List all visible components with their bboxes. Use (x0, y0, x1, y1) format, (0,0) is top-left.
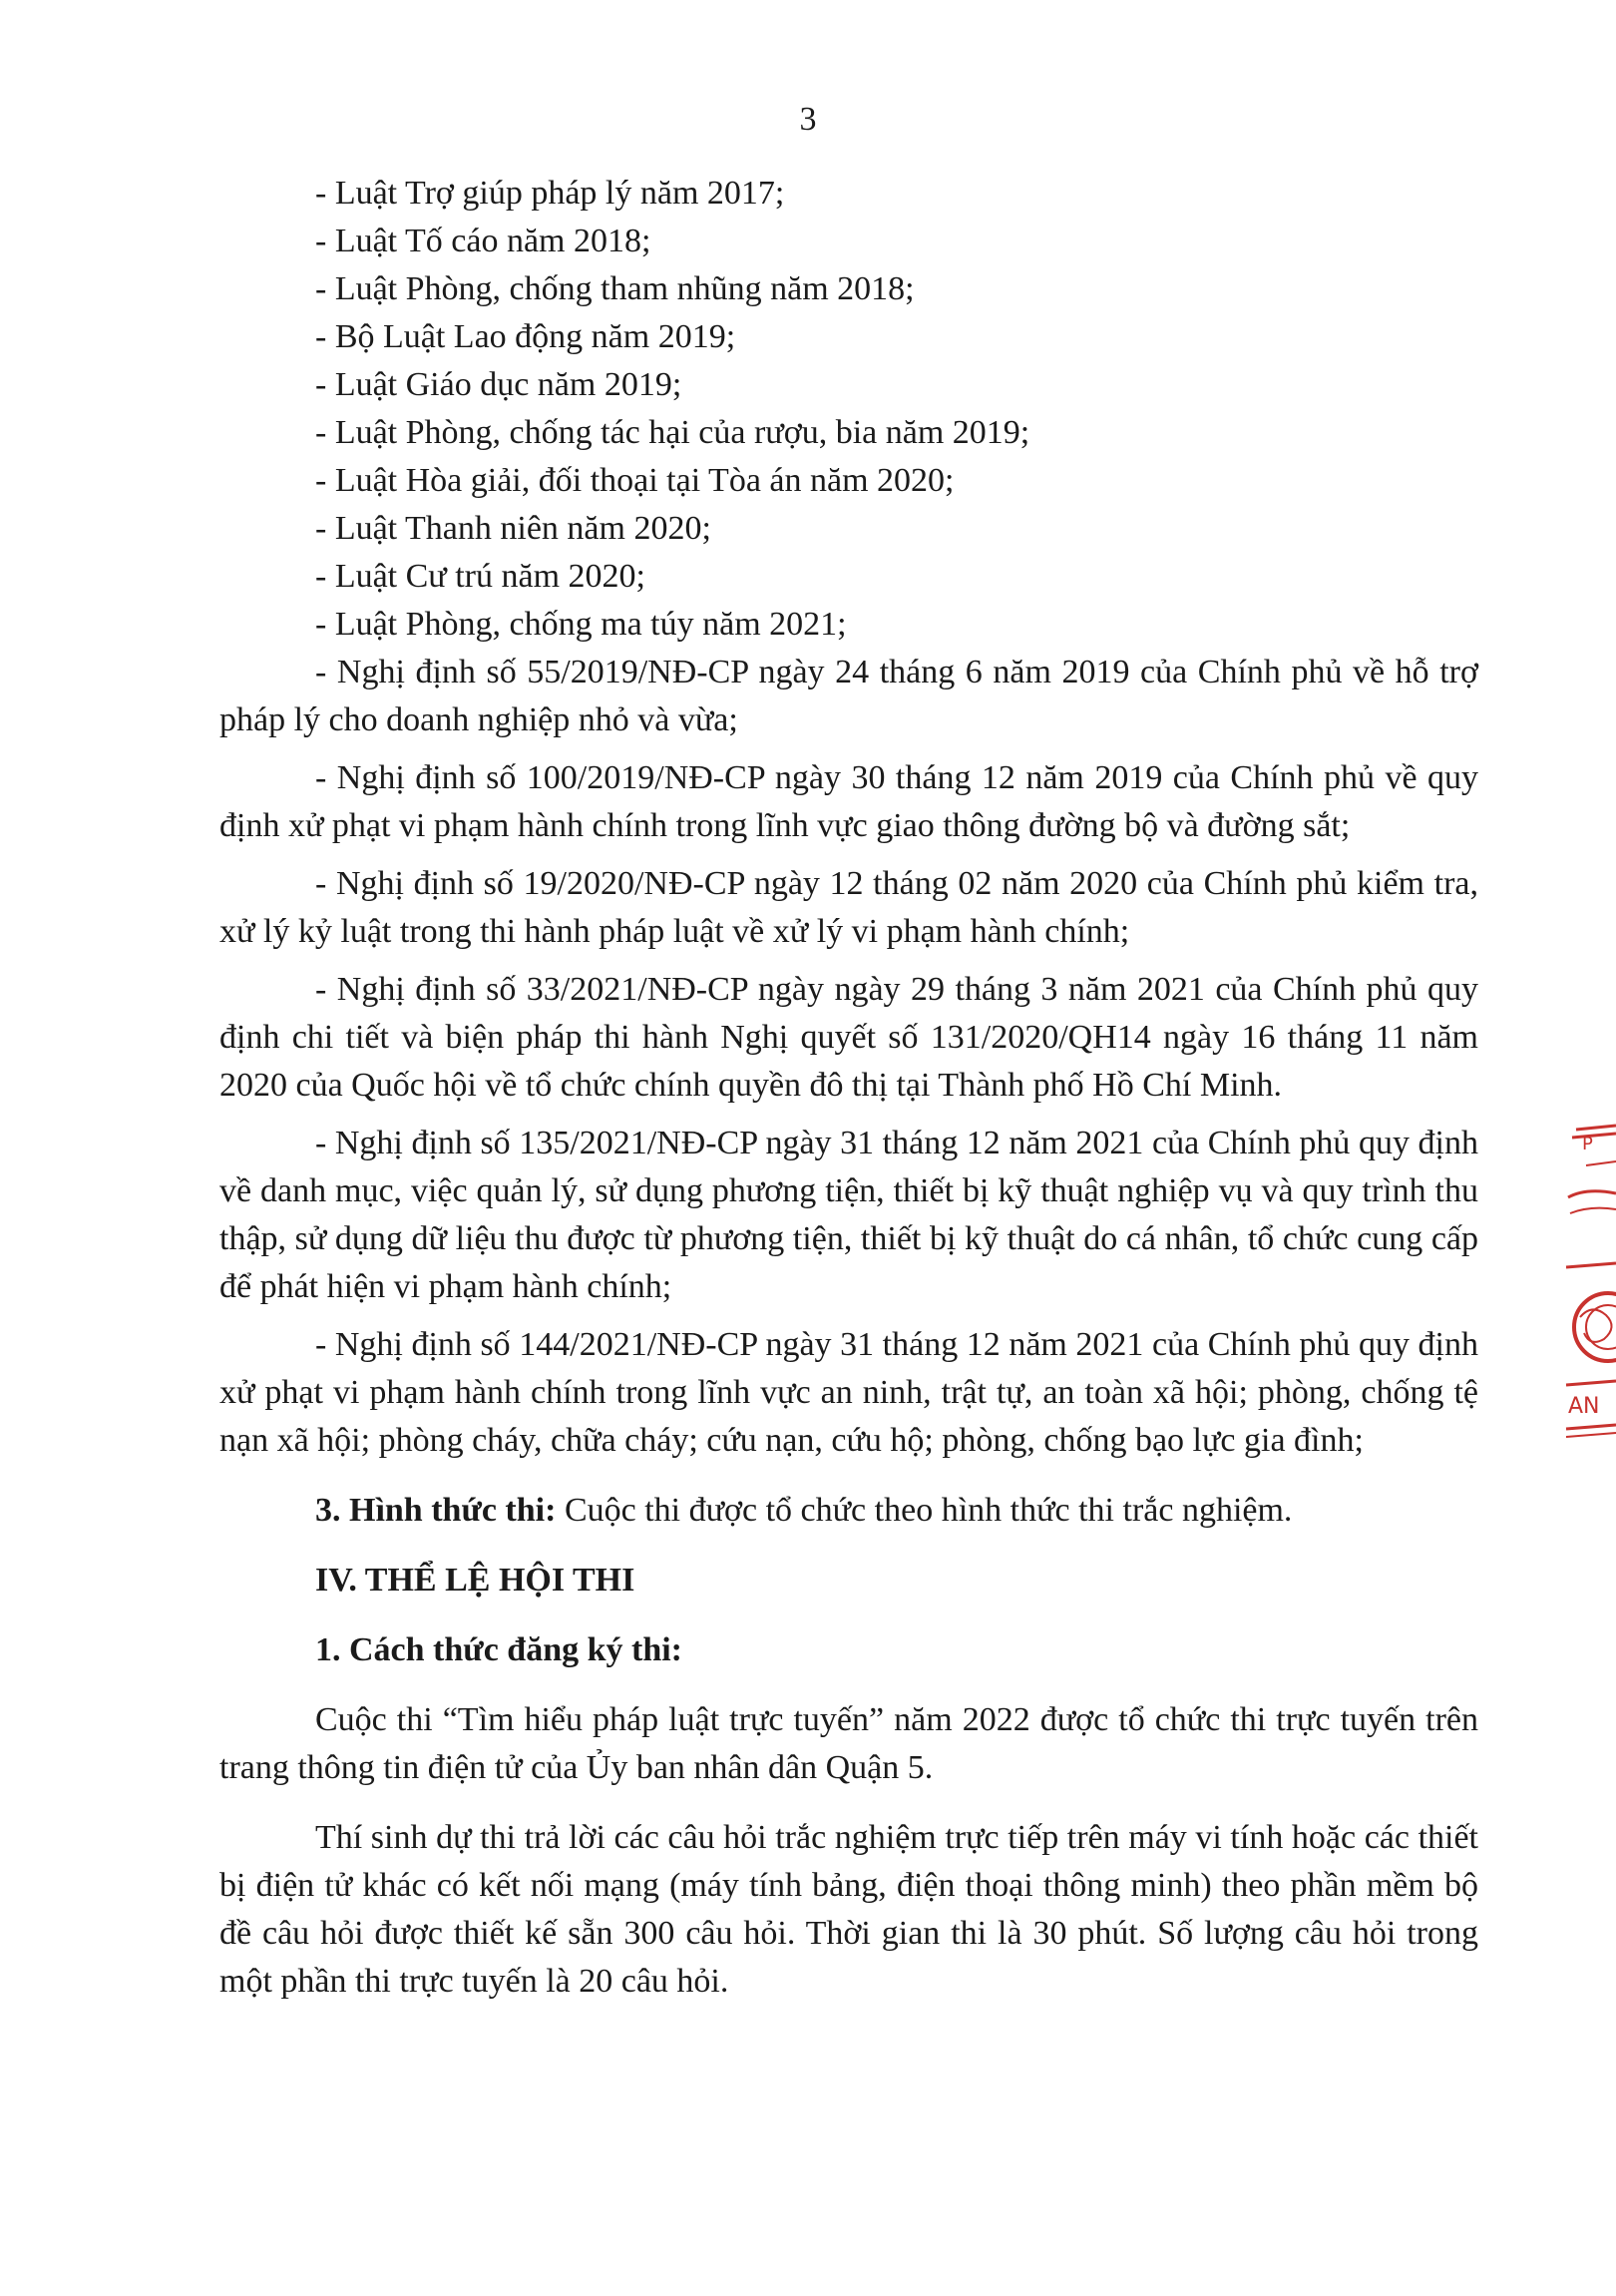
exam-form-label: 3. Hình thức thi: (315, 1492, 557, 1529)
decree-item: - Nghị định số 55/2019/NĐ-CP ngày 24 tháng 6 năm 2019 của Chính phủ về hỗ trợ pháp lý cho doanh nghiệp nhỏ và vừa; (219, 654, 1478, 738)
decree-item: - Nghị định số 135/2021/NĐ-CP ngày 31 tháng 12 năm 2021 của Chính phủ quy định về danh mục, việc quản lý, sử dụng phương tiện, thiết bị kỹ thuật nghiệp vụ và quy trình thu thập, sử dụng dữ liệu thu được từ phương tiện, thiết bị kỹ thuật do cá nhân, tổ chức cung cấp để phát hiện vi phạm hành chính; (219, 1125, 1478, 1305)
law-item: - Bộ Luật Lao động năm 2019; (315, 318, 736, 355)
law-item: - Luật Cư trú năm 2020; (315, 558, 645, 595)
decree-list (219, 649, 1478, 1465)
red-seal-stamp (1546, 1118, 1616, 1447)
section-heading: IV. THỂ LỆ HỘI THI (315, 1562, 635, 1599)
law-item: - Luật Phòng, chống ma túy năm 2021; (315, 606, 847, 643)
law-item: - Luật Phòng, chống tác hại của rượu, bia năm 2019; (315, 414, 1030, 451)
law-list (219, 170, 1478, 649)
document-body (219, 170, 1478, 2006)
law-item: - Luật Phòng, chống tham nhũng năm 2018; (315, 270, 915, 307)
subsection-heading: 1. Cách thức đăng ký thi: (315, 1631, 683, 1668)
seal-text-fragment: AN (1568, 1394, 1600, 1419)
law-item: - Luật Tố cáo năm 2018; (315, 223, 651, 259)
exam-form-paragraph (219, 1487, 1478, 1535)
decree-item: - Nghị định số 100/2019/NĐ-CP ngày 30 tháng 12 năm 2019 của Chính phủ về quy định xử phạt vi phạm hành chính trong lĩnh vực giao thông đường bộ và đường sắt; (219, 759, 1478, 844)
page-number: 3 (799, 101, 817, 138)
decree-item: - Nghị định số 144/2021/NĐ-CP ngày 31 tháng 12 năm 2021 của Chính phủ quy định xử phạt vi phạm hành chính trong lĩnh vực an ninh, trật tự, an toàn xã hội; phòng, chống tệ nạn xã hội; phòng cháy, chữa cháy; cứu nạn, cứu hộ; phòng, chống bạo lực gia đình; (219, 1326, 1478, 1459)
law-item: - Luật Hòa giải, đối thoại tại Tòa án năm 2020; (315, 462, 955, 499)
law-item: - Luật Trợ giúp pháp lý năm 2017; (315, 175, 785, 212)
paragraph: Thí sinh dự thi trả lời các câu hỏi trắc nghiệm trực tiếp trên máy vi tính hoặc các thiết bị điện tử khác có kết nối mạng (máy tính bảng, điện thoại thông minh) theo phần mềm bộ đề câu hỏi được thiết kế sẵn 300 câu hỏi. Thời gian thi là 30 phút. Số lượng câu hỏi trong một phần thi trực tuyến là 20 câu hỏi. (219, 1819, 1478, 2000)
law-item: - Luật Thanh niên năm 2020; (315, 510, 711, 547)
law-item: - Luật Giáo dục năm 2019; (315, 366, 682, 403)
decree-item: - Nghị định số 19/2020/NĐ-CP ngày 12 tháng 02 năm 2020 của Chính phủ kiểm tra, xử lý kỷ luật trong thi hành pháp luật về xử lý vi phạm hành chính; (219, 865, 1478, 950)
seal-graphic (1546, 1118, 1616, 1447)
decree-item: - Nghị định số 33/2021/NĐ-CP ngày ngày 29 tháng 3 năm 2021 của Chính phủ quy định chi tiết và biện pháp thi hành Nghị quyết số 131/2020/QH14 ngày 16 tháng 11 năm 2020 của Quốc hội về tổ chức chính quyền đô thị tại Thành phố Hồ Chí Minh. (219, 971, 1478, 1104)
svg-text:P: P (1582, 1134, 1593, 1154)
exam-form-text: Cuộc thi được tổ chức theo hình thức thi trắc nghiệm. (556, 1492, 1293, 1529)
paragraph: Cuộc thi “Tìm hiểu pháp luật trực tuyến” năm 2022 được tổ chức thi trực tuyến trên trang thông tin điện tử của Ủy ban nhân dân Quận 5. (219, 1701, 1478, 1786)
